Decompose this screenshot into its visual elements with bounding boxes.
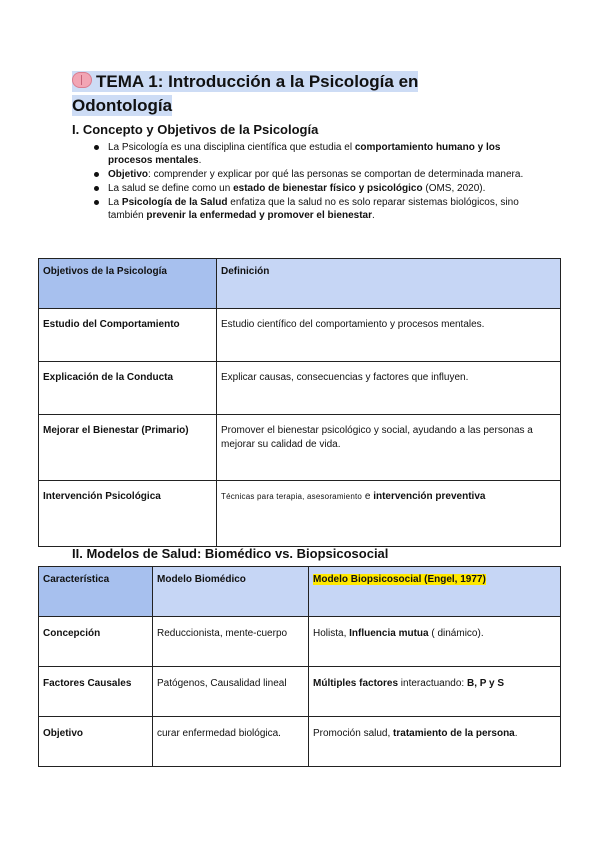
page-title: TEMA 1: Introducción a la Psicología en Odontología [72, 72, 419, 115]
table-row [39, 415, 561, 481]
table-cell: Promover el bienestar psicológico y social, ayudando a las personas a mejorar su calidad de vida. [217, 415, 561, 481]
table-cell: Patógenos, Causalidad lineal [153, 667, 309, 717]
column-header: Modelo Biopsicosocial (Engel, 1977) [309, 567, 561, 617]
brain-icon [72, 72, 92, 88]
table-header-row [39, 567, 561, 617]
table-cell: Factores Causales [39, 667, 153, 717]
list-item: La Psicología de la Salud enfatiza que la salud no es solo reparar sistemas biológicos, sino también prevenir la enfermedad y promover el bienestar. [90, 196, 530, 222]
table-header-row [39, 259, 561, 309]
objectives-table [38, 258, 561, 547]
table-cell: curar enfermedad biológica. [153, 717, 309, 767]
table-row [39, 617, 561, 667]
table-cell: Múltiples factores interactuando: B, P y S [309, 667, 561, 717]
list-item: Objetivo: comprender y explicar por qué las personas se comportan de determinada manera. [90, 168, 530, 181]
table-cell: Concepción [39, 617, 153, 667]
list-item: La salud se define como un estado de bienestar físico y psicológico (OMS, 2020). [90, 182, 530, 195]
table-cell: Estudio del Comportamiento [39, 309, 217, 362]
table-cell: Explicar causas, consecuencias y factores que influyen. [217, 362, 561, 415]
list-item: La Psicología es una disciplina científica que estudia el comportamiento humano y los procesos mentales. [90, 141, 530, 167]
table-row [39, 362, 561, 415]
table-row [39, 717, 561, 767]
table-cell: Estudio científico del comportamiento y procesos mentales. [217, 309, 561, 362]
column-header: Característica [39, 567, 153, 617]
table-row [39, 309, 561, 362]
table-cell: Intervención Psicológica [39, 481, 217, 547]
table-row [39, 481, 561, 547]
bullet-list [90, 141, 530, 223]
table-cell: Mejorar el Bienestar (Primario) [39, 415, 217, 481]
table-cell: Reduccionista, mente-cuerpo [153, 617, 309, 667]
column-header: Objetivos de la Psicología [39, 259, 217, 309]
table-cell: Objetivo [39, 717, 153, 767]
table-cell: Técnicas para terapia, asesoramiento e intervención preventiva [217, 481, 561, 547]
table-cell: Promoción salud, tratamiento de la persona. [309, 717, 561, 767]
table-row [39, 667, 561, 717]
table-cell: Holista, Influencia mutua ( dinámico). [309, 617, 561, 667]
section-1-heading: I. Concepto y Objetivos de la Psicología [72, 122, 319, 137]
section-2-heading: II. Modelos de Salud: Biomédico vs. Biopsicosocial [72, 546, 389, 561]
column-header: Definición [217, 259, 561, 309]
column-header: Modelo Biomédico [153, 567, 309, 617]
table-cell: Explicación de la Conducta [39, 362, 217, 415]
models-table [38, 566, 561, 767]
